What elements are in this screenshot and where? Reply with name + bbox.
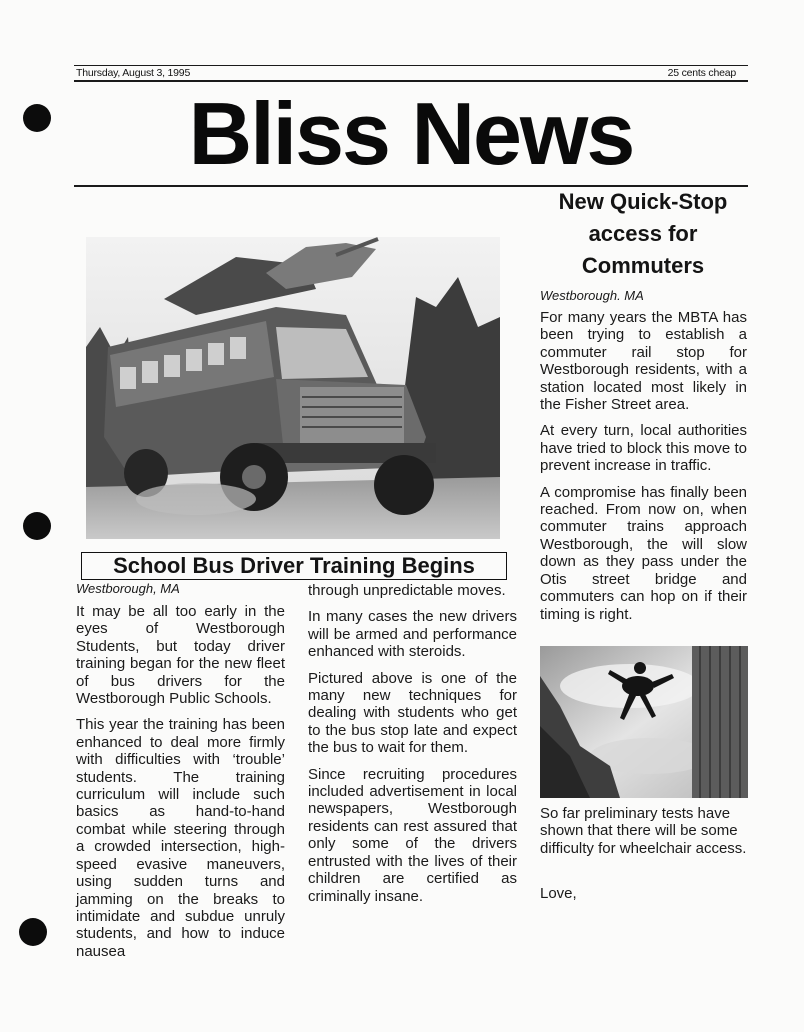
commuter-story-column-continued [540, 805, 747, 912]
masthead-title: Bliss News [188, 84, 634, 183]
binder-hole-bottom [19, 918, 47, 946]
bus-story-paragraph: Pictured above is one of the many new techniques for dealing with students who get to the bus stop late and expect the bus to wait for them. [308, 669, 517, 757]
binder-hole-top [23, 104, 51, 132]
commuter-story-paragraph: At every turn, local authorities have tried to block this move to prevent increase in traffic. [540, 422, 747, 475]
commuter-story-paragraph: So far preliminary tests have shown that there will be some difficulty for wheelchair access. [540, 805, 747, 857]
bus-story-paragraph: It may be all too early in the eyes of Westborough Students, but today driver training began for the new fleet of bus drivers for the Westborough Public Schools. [76, 603, 285, 708]
header-rule-top [74, 65, 748, 66]
header-rule-mid [74, 80, 748, 82]
commuter-story-paragraph: A compromise has finally been reached. From now on, when commuter trains approach Westborough, the will slow down as they pass under the Otis street bridge and commuters can hop on if their timing is right. [540, 483, 747, 623]
bus-story-headline: School Bus Driver Training Begins [81, 552, 507, 580]
bus-story-paragraph: Since recruiting procedures included advertisement in local newspapers, Westborough residents can rest assured that only some of the drivers entrusted with the lives of their children are certified as criminally insane. [308, 765, 517, 905]
bus-story-column-1 [76, 581, 285, 969]
bus-story-paragraph: through unpredictable moves. [308, 582, 506, 599]
school-bus-photo [86, 237, 500, 539]
bus-story-column-2 [308, 582, 517, 914]
commuter-story-column [540, 288, 747, 632]
commuter-story-headline: New Quick-Stop access for Commuters [558, 189, 728, 278]
commuter-story-paragraph: For many years the MBTA has been trying to establish a commuter rail stop for Westborough residents, with a station located most likely in the Fisher Street area. [540, 309, 747, 414]
issue-price: 25 cents cheap [667, 67, 736, 79]
commuter-story-dateline: Westborough. MA [540, 288, 644, 303]
bus-story-paragraph: In many cases the new drivers will be armed and performance enhanced with steroids. [308, 608, 517, 661]
bus-story-dateline: Westborough, MA [76, 581, 180, 596]
issue-date: Thursday, August 3, 1995 [76, 67, 191, 79]
school-bus-illustration [86, 237, 500, 539]
bus-story-paragraph: This year the training has been enhanced to deal more firmly with difficulties with ‘trouble’ students. The training curriculum will include such basics as hand-to-hand combat while steering through a crowded intersection, high-speed evasive maneuvers, using sudden turns and jamming on the breaks to intimidate and subdue unruly students, and how to induce nausea [76, 716, 285, 960]
jumping-commuter-photo [540, 646, 748, 798]
closing-signoff: Love, [540, 885, 577, 903]
binder-hole-middle [23, 512, 51, 540]
jumping-man-illustration [540, 646, 748, 798]
